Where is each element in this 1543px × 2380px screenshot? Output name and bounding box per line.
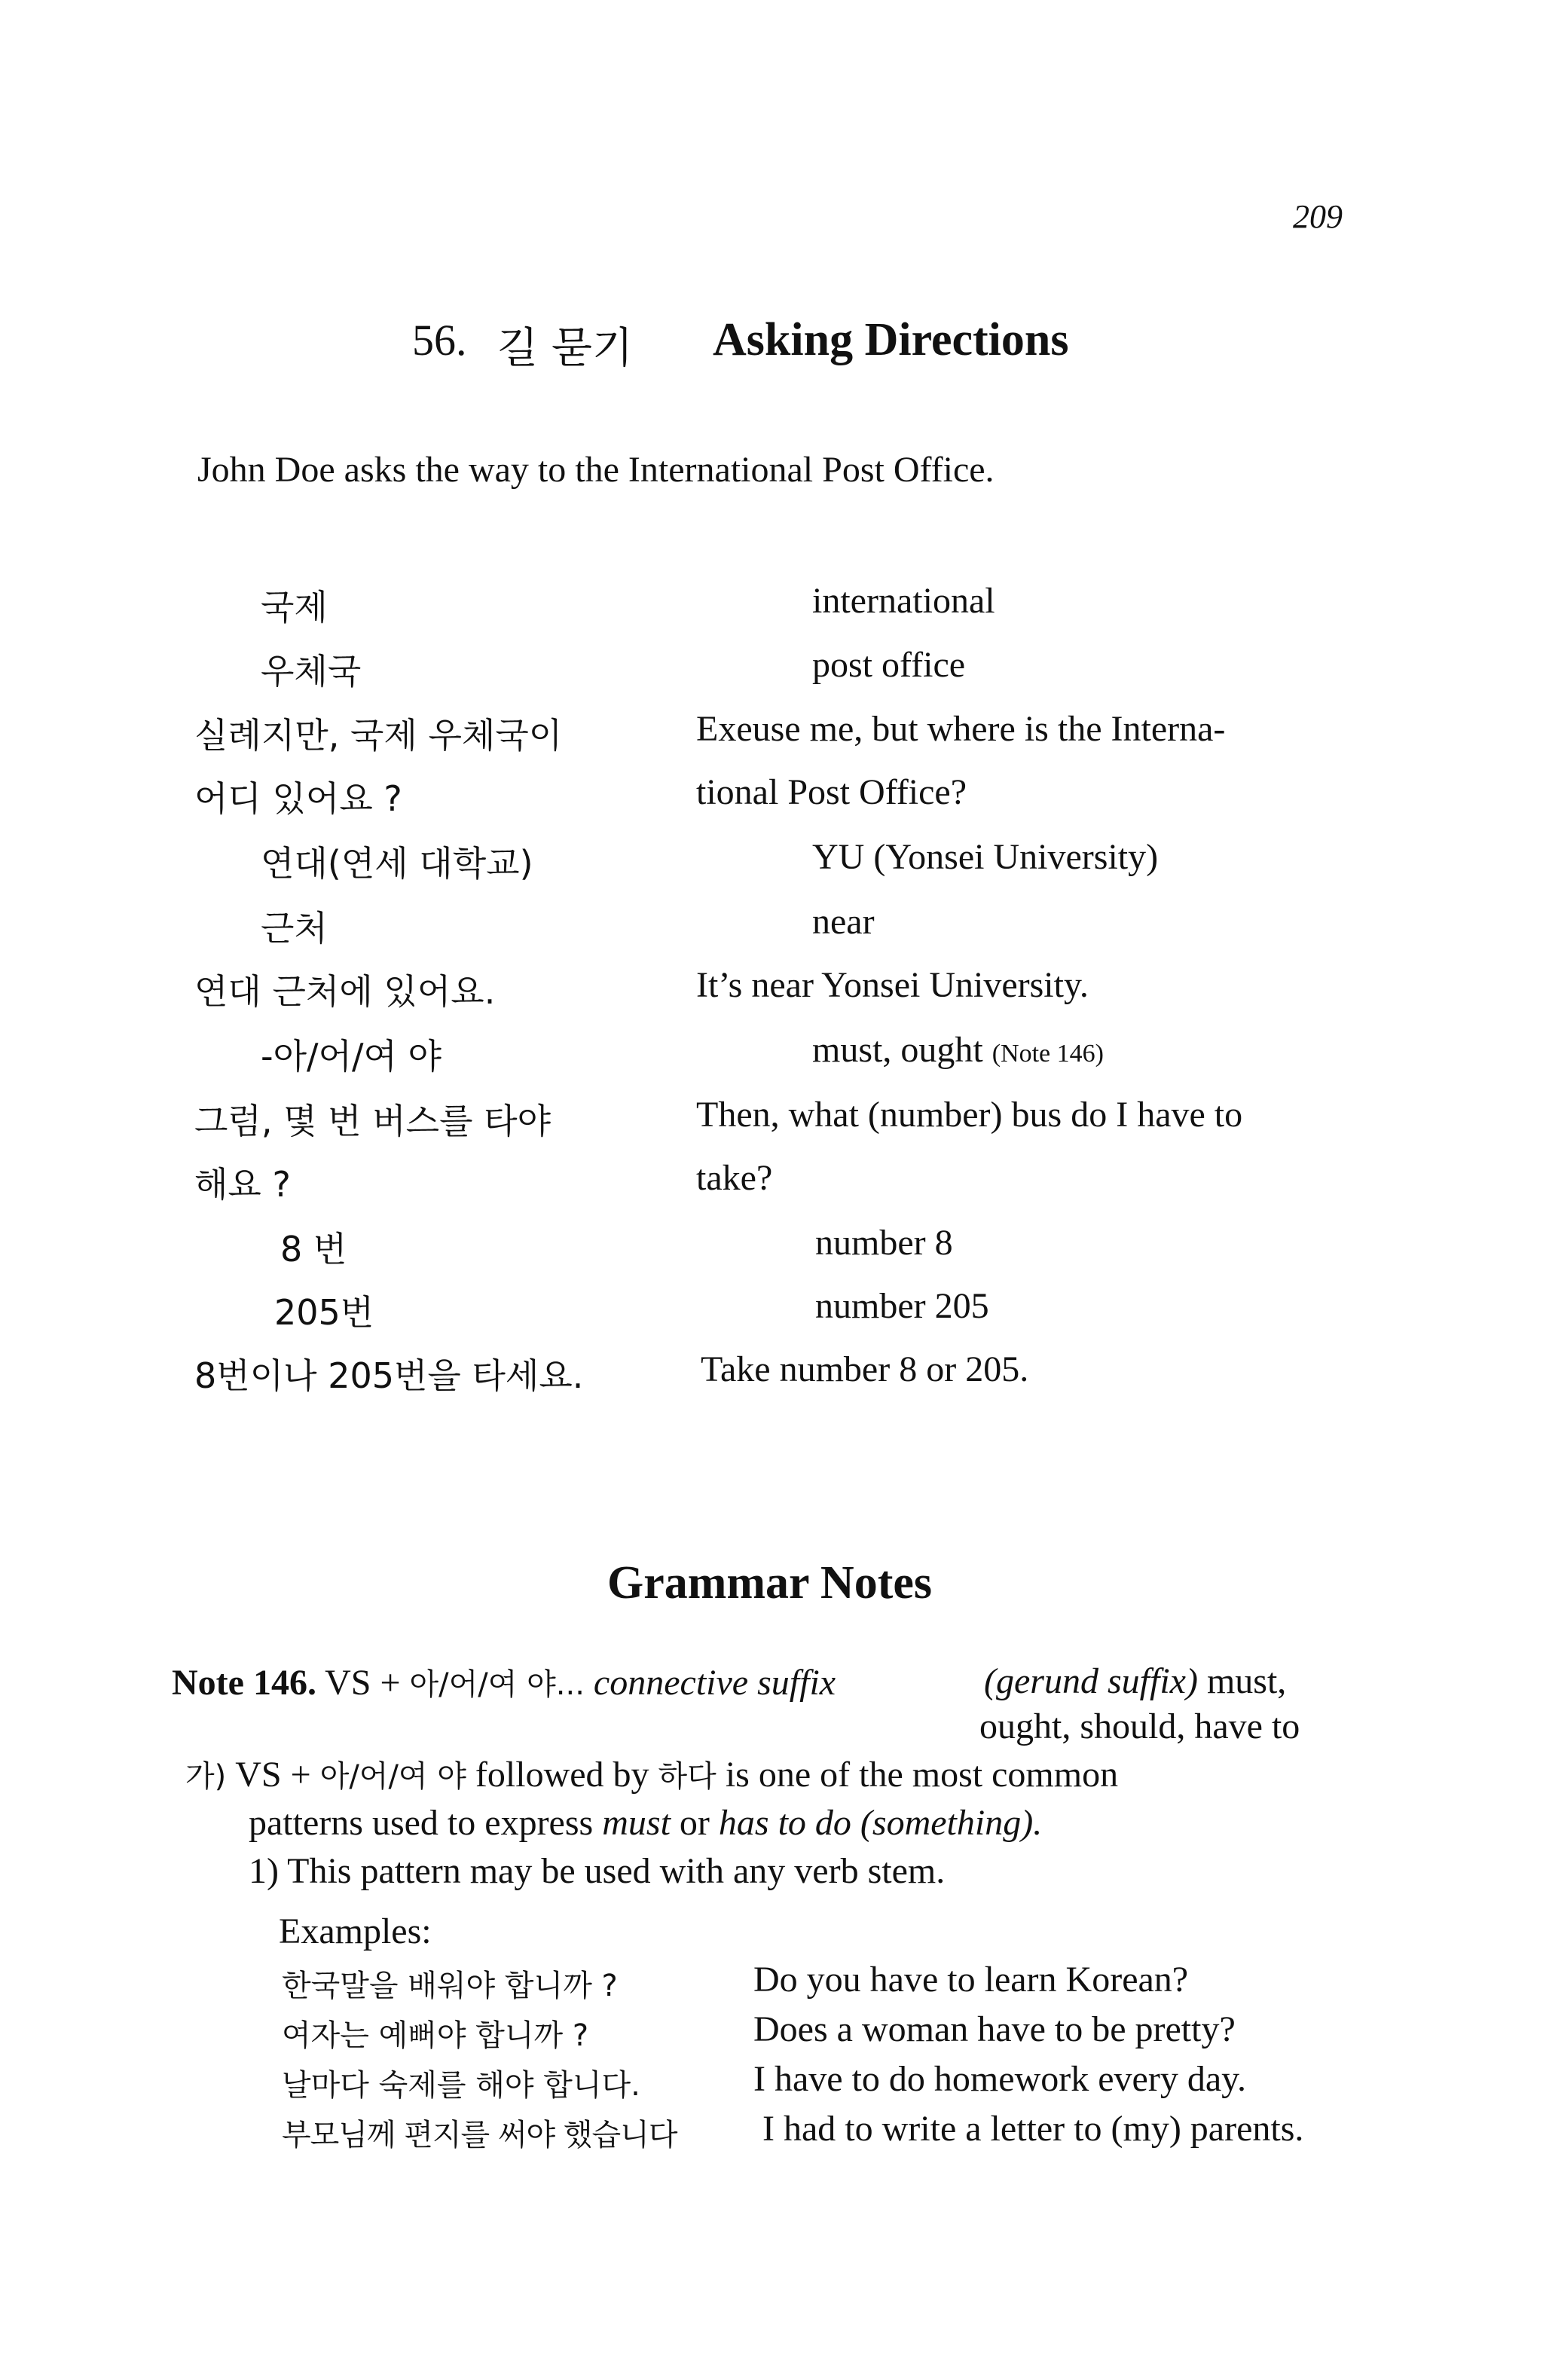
vocab-korean: 연대 근처에 있어요.	[194, 971, 496, 1012]
example-english: I have to do homework every day.	[753, 2059, 1246, 2099]
note-146-gerund	[984, 1661, 1286, 1702]
vocab-english: Then, what (number) bus do I have to	[696, 1095, 1243, 1135]
chapter-title-korean: 길 묻기	[497, 324, 634, 373]
vocab-korean: 그럼, 몇 번 버스를 타야	[194, 1101, 552, 1141]
note-meaning-line1: must,	[1206, 1661, 1287, 1701]
vocab-english-meaning: must, ought	[812, 1030, 983, 1070]
note-korean-suffix: 아/어/여 야...	[409, 1667, 585, 1702]
vocab-korean: 국제	[261, 587, 328, 628]
vocab-english: post office	[812, 645, 966, 685]
vocab-korean: 205번	[274, 1292, 374, 1333]
vocab-korean: 연대(연세 대학교)	[261, 843, 533, 884]
grammar-notes-title: Grammar Notes	[607, 1557, 933, 1609]
vocab-korean: 8번이나 205번을 타세요.	[194, 1355, 584, 1396]
note-146-header	[172, 1661, 836, 1703]
vocab-english: take?	[696, 1158, 773, 1198]
intro-text: John Doe asks the way to the International Post Office.	[197, 450, 995, 490]
vocab-english: Exeuse me, but where is the Interna-	[696, 709, 1226, 749]
example-english: Do you have to learn Korean?	[753, 1960, 1189, 2000]
item-has-to-do: has to do	[718, 1803, 851, 1843]
example-korean: 여자는 예뻐야 합니까 ?	[282, 2018, 589, 2053]
item-line2-text: patterns used to express	[249, 1803, 594, 1843]
example-korean: 날마다 숙제를 해야 합니다.	[282, 2068, 640, 2103]
note-connective-suffix: connective suffix	[593, 1663, 836, 1703]
vocab-english: YU (Yonsei University)	[812, 837, 1159, 877]
item-hada: 하다	[658, 1759, 717, 1794]
example-english: Does a woman have to be pretty?	[753, 2009, 1236, 2049]
item-something: (something).	[860, 1803, 1043, 1843]
vocab-english: tional Post Office?	[696, 772, 967, 812]
vocab-korean: 어디 있어요 ?	[194, 778, 402, 819]
page-number: 209	[1293, 198, 1343, 235]
note-item-line1	[185, 1752, 1118, 1795]
vocab-english: It’s near Yonsei University.	[696, 965, 1089, 1005]
item-korean-suffix: 아/어/여 야	[319, 1759, 466, 1794]
vocab-english: number 205	[815, 1286, 989, 1326]
vocab-korean: 8 번	[280, 1229, 347, 1269]
vocab-korean: 근처	[261, 908, 328, 949]
vocab-english: number 8	[815, 1223, 953, 1263]
item-or: or	[679, 1803, 710, 1843]
chapter-title-english: Asking Directions	[713, 314, 1069, 365]
item-must: must	[602, 1803, 671, 1843]
note-sub-item: 1) This pattern may be used with any verb stem.	[249, 1851, 946, 1891]
note-vs: VS +	[325, 1663, 401, 1703]
note-gerund-suffix: (gerund suffix)	[984, 1661, 1198, 1701]
vocab-english: international	[812, 581, 995, 621]
note-reference: (Note 146)	[991, 1040, 1104, 1068]
vocab-english	[812, 1029, 1104, 1071]
example-korean: 한국말을 배워야 합니까 ?	[282, 1969, 618, 2003]
vocab-english: near	[812, 902, 875, 942]
item-vs: VS +	[235, 1755, 311, 1795]
chapter-number: 56.	[412, 316, 467, 365]
example-korean: 부모님께 편지를 써야 했습니다	[282, 2118, 677, 2152]
note-item-line2	[249, 1802, 1042, 1844]
item-rest: is one of the most common	[725, 1755, 1119, 1795]
item-followed-by: followed by	[475, 1755, 649, 1795]
note-meaning-line2: ought, should, have to	[979, 1706, 1300, 1746]
vocab-korean: 실례지만, 국제 우체국이	[194, 715, 563, 756]
vocab-korean: 해요 ?	[194, 1164, 291, 1205]
note-label: Note 146.	[172, 1663, 316, 1703]
example-english: I had to write a letter to (my) parents.	[762, 2109, 1304, 2149]
item-label: 가)	[185, 1759, 227, 1794]
vocab-korean: 우체국	[261, 651, 362, 692]
examples-label: Examples:	[279, 1911, 432, 1951]
vocab-english: Take number 8 or 205.	[701, 1349, 1029, 1389]
vocab-korean: -아/어/여 야	[261, 1036, 442, 1077]
